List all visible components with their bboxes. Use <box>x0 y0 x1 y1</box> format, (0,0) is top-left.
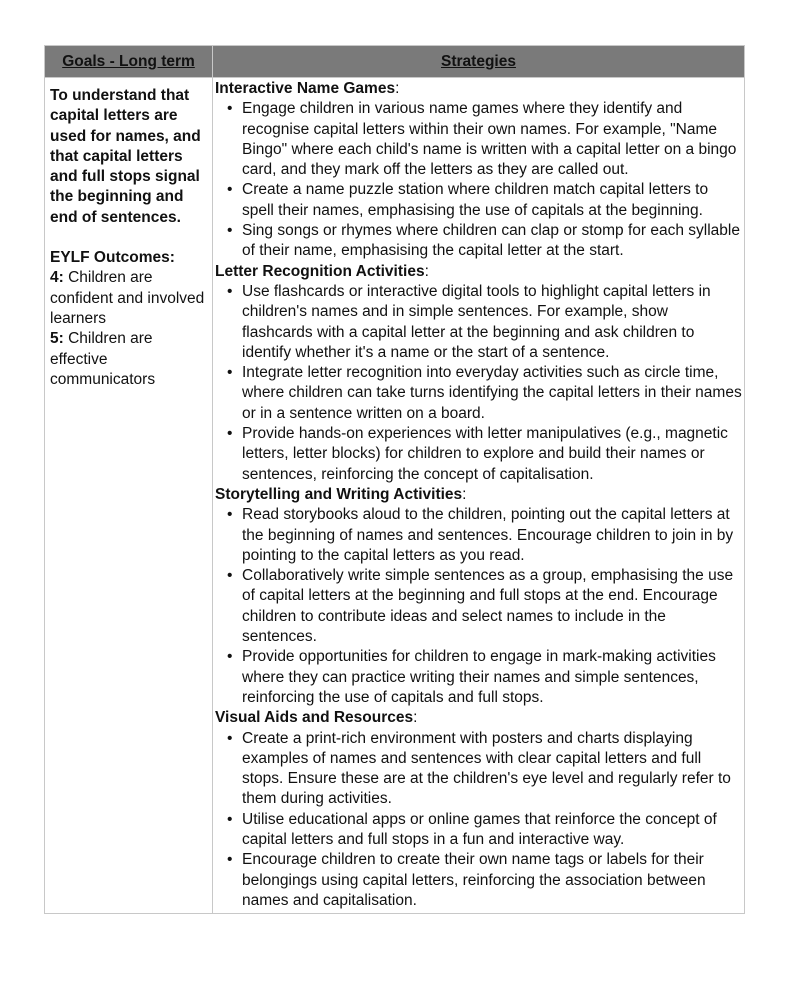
list-item: • Provide opportunities for children to engage in mark-making activities where they can practice writing their names and simple sentences, reinforcing the use of capitals and full stops. <box>227 647 742 708</box>
section-heading-visual-aids <box>215 708 742 728</box>
table-header-row <box>45 46 745 78</box>
list-item: • Sing songs or rhymes where children can clap or stomp for each syllable of their name, emphasising the capital letter at the start. <box>227 221 742 262</box>
outcome-number: 5: <box>50 330 64 348</box>
section-title: Visual Aids and Resources <box>215 709 414 727</box>
strategy-list <box>215 729 742 912</box>
list-item: • Utilise educational apps or online games that reinforce the concept of capital letters and full stops in a fun and interactive way. <box>227 810 742 851</box>
list-item: • Read storybooks aloud to the children, pointing out the capital letters at the beginning of names and sentences. Encourage children to join in by pointing to the capital letters as you read. <box>227 505 742 566</box>
strategy-list <box>215 282 742 485</box>
section-colon: : <box>395 80 400 97</box>
outcome-number: 4: <box>50 269 64 287</box>
goals-cell <box>45 78 213 914</box>
strategy-list <box>215 505 742 708</box>
section-colon: : <box>462 485 467 503</box>
strategies-header: Strategies <box>213 46 745 78</box>
strategy-list <box>215 99 742 261</box>
section-title: Interactive Name Games <box>215 80 396 97</box>
table-row <box>45 78 745 914</box>
section-heading-letter-recognition <box>215 262 742 282</box>
list-item: • Encourage children to create their own name tags or labels for their belongings using capital letters, reinforcing the association between names and capitalisation. <box>227 850 742 911</box>
list-item: • Integrate letter recognition into everyday activities such as circle time, where children can take turns identifying the capital letters in their names or in a sentence written on a board. <box>227 363 742 424</box>
goals-header: Goals - Long term <box>45 46 213 78</box>
section-title: Letter Recognition Activities <box>215 262 425 280</box>
section-colon: : <box>424 262 429 280</box>
section-title: Storytelling and Writing Activities <box>215 485 463 503</box>
goal-statement: To understand that capital letters are used for names, and that capital letters and full stops signal the beginning and end of sentences. <box>50 87 201 226</box>
list-item: • Collaboratively write simple sentences as a group, emphasising the use of capital letters at the beginning and full stops at the end. Encourage children to contribute ideas and select names to include in the sentences. <box>227 566 742 647</box>
eylf-outcome-4 <box>50 268 208 329</box>
goals-strategies-table <box>44 45 745 914</box>
strategies-cell <box>213 78 745 914</box>
eylf-outcome-5 <box>50 329 208 390</box>
list-item: • Use flashcards or interactive digital tools to highlight capital letters in children's names and in simple sentences. For example, show flashcards with a capital letter at the beginning and ask children to identify whether it's a name or the start of a sentence. <box>227 282 742 363</box>
outcome-text: Children are confident and involved learners <box>50 269 205 327</box>
list-item: • Create a name puzzle station where children match capital letters to spell their names, emphasising the use of capitals at the beginning. <box>227 180 742 221</box>
section-heading-name-games <box>215 79 742 99</box>
list-item: • Provide hands-on experiences with letter manipulatives (e.g., magnetic letters, letter blocks) for children to explore and build their names or sentences, reinforcing the concept of capitalisation. <box>227 424 742 485</box>
list-item: • Engage children in various name games where they identify and recognise capital letters within their own names. For example, "Name Bingo" where each child's name is written with a capital letter on a bingo card, and they mark off the letters as they are called out. <box>227 99 742 180</box>
section-heading-storytelling <box>215 485 742 505</box>
list-item: • Create a print-rich environment with posters and charts displaying examples of names and sentences with clear capital letters and full stops. Ensure these are at the children's eye level and regularly refer to them during activities. <box>227 729 742 810</box>
eylf-outcomes-title: EYLF Outcomes: <box>50 249 175 267</box>
section-colon: : <box>413 709 418 727</box>
outcome-text: Children are effective communicators <box>50 330 156 388</box>
